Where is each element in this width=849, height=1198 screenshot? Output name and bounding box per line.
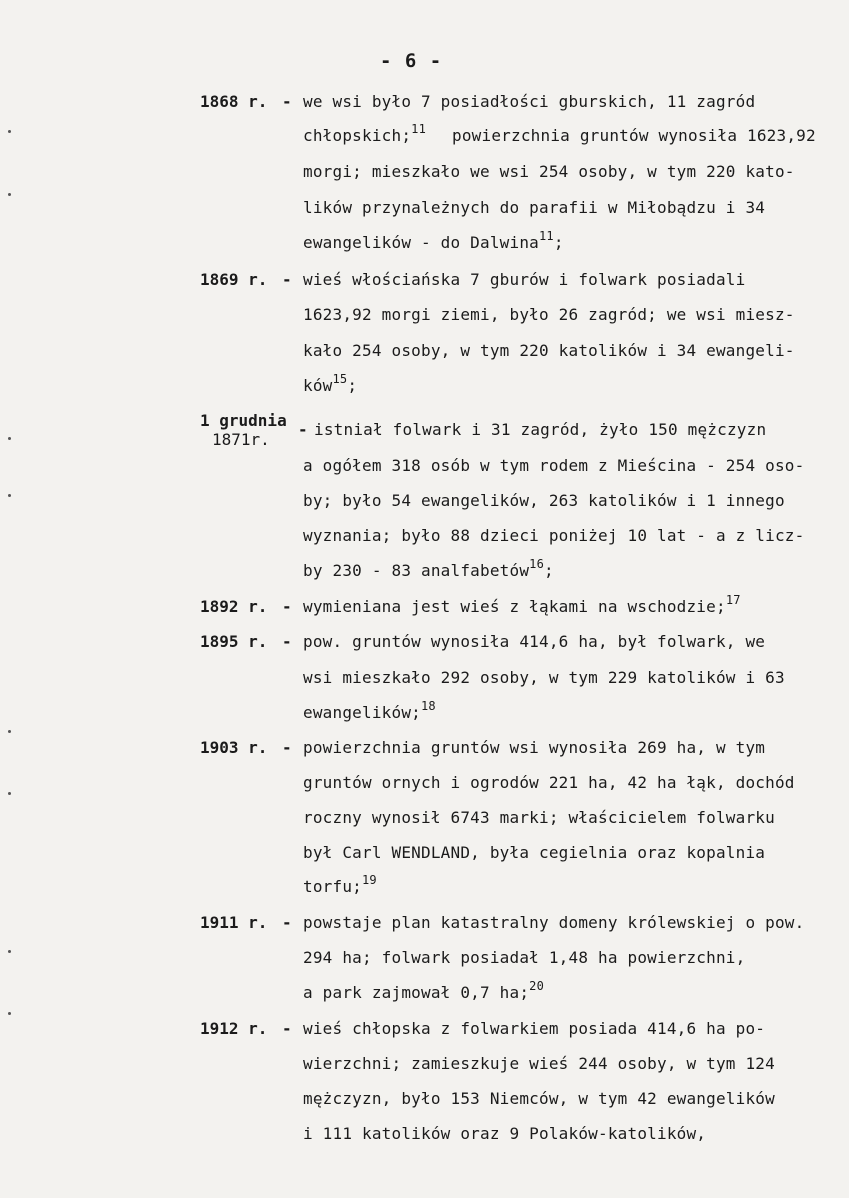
entry-line: powierzchnia gruntów wsi wynosiła 269 ha, w tym	[303, 738, 766, 757]
entry-date: 1912 r.	[200, 1019, 268, 1038]
entry-line: ewangelików;$^{18}$	[303, 699, 436, 722]
entry-dash: -	[282, 913, 292, 932]
margin-dot	[8, 437, 11, 440]
margin-dot	[8, 950, 11, 953]
entry-line: a ogółem 318 osób w tym rodem z Mieścina - 254 oso-	[303, 456, 805, 475]
entry-date: 1895 r.	[200, 632, 268, 651]
entry-line: a park zajmował 0,7 ha;$^{20}$	[303, 979, 545, 1002]
entry-date-bottom: 1871r.	[212, 430, 270, 449]
entry-dash: -	[282, 270, 292, 289]
entry-dash: -	[282, 738, 292, 757]
entry-line: powierzchnia gruntów wynosiła 1623,92	[452, 126, 816, 145]
entry-line: morgi; mieszkało we wsi 254 osoby, w tym 220 kato-	[303, 162, 795, 181]
margin-dot	[8, 730, 11, 733]
page-number: - 6 -	[380, 50, 443, 72]
entry-line: powstaje plan katastralny domeny królewskiej o pow.	[303, 913, 805, 932]
entry-line: we wsi było 7 posiadłości gburskich, 11 zagród	[303, 92, 756, 111]
entry-line: lików przynależnych do parafii w Miłobądzu i 34	[303, 198, 766, 217]
margin-dot	[8, 193, 11, 196]
entry-date-top: 1 grudnia	[200, 411, 287, 430]
entry-dash: -	[298, 420, 308, 439]
entry-dash: -	[282, 1019, 292, 1038]
entry-line: wieś włościańska 7 gburów i folwark posiadali	[303, 270, 746, 289]
margin-dot	[8, 792, 11, 795]
entry-dash: -	[282, 92, 292, 111]
entry-line: istniał folwark i 31 zagród, żyło 150 mężczyzn	[314, 420, 767, 439]
entry-date: 1869 r.	[200, 270, 268, 289]
entry-line: wieś chłopska z folwarkiem posiada 414,6 ha po-	[303, 1019, 766, 1038]
entry-line: wierzchni; zamieszkuje wieś 244 osoby, w tym 124	[303, 1054, 775, 1073]
entry-line: gruntów ornych i ogrodów 221 ha, 42 ha łąk, dochód	[303, 773, 795, 792]
margin-dot	[8, 1012, 11, 1015]
entry-line: wyznania; było 88 dzieci poniżej 10 lat - a z licz-	[303, 526, 805, 545]
entry-date: 1868 r.	[200, 92, 268, 111]
entry-line: wsi mieszkało 292 osoby, w tym 229 katolików i 63	[303, 668, 785, 687]
entry-line: by 230 - 83 analfabetów$^{16}$;	[303, 557, 554, 580]
entry-line: 1623,92 morgi ziemi, było 26 zagród; we wsi miesz-	[303, 305, 795, 324]
entry-line: był Carl WENDLAND, była cegielnia oraz kopalnia	[303, 843, 766, 862]
entry-line: 294 ha; folwark posiadał 1,48 ha powierzchni,	[303, 948, 746, 967]
entry-line: mężczyzn, było 153 Niemców, w tym 42 ewangelików	[303, 1089, 775, 1108]
entry-dash: -	[282, 597, 292, 616]
margin-dot	[8, 494, 11, 497]
entry-line: torfu;$^{19}$	[303, 873, 377, 896]
entry-line: ewangelików - do Dalwina$^{11}$;	[303, 229, 564, 252]
margin-dot	[8, 130, 11, 133]
entry-line: i 111 katolików oraz 9 Polaków-katolików,	[303, 1124, 707, 1143]
entry-line: wymieniana jest wieś z łąkami na wschodzie;$^{17}$	[303, 593, 741, 616]
entry-date: 1911 r.	[200, 913, 268, 932]
entry-line: ków$^{15}$;	[303, 372, 358, 395]
entry-line: roczny wynosił 6743 marki; właścicielem folwarku	[303, 808, 775, 827]
entry-line: by; było 54 ewangelików, 263 katolików i 1 innego	[303, 491, 785, 510]
entry-date: 1892 r.	[200, 597, 268, 616]
entry-dash: -	[282, 632, 292, 651]
entry-line: chłopskich;$^{11}$	[303, 122, 427, 145]
entry-line: kało 254 osoby, w tym 220 katolików i 34 ewangeli-	[303, 341, 795, 360]
entry-line: pow. gruntów wynosiła 414,6 ha, był folwark, we	[303, 632, 766, 651]
entry-date: 1903 r.	[200, 738, 268, 757]
